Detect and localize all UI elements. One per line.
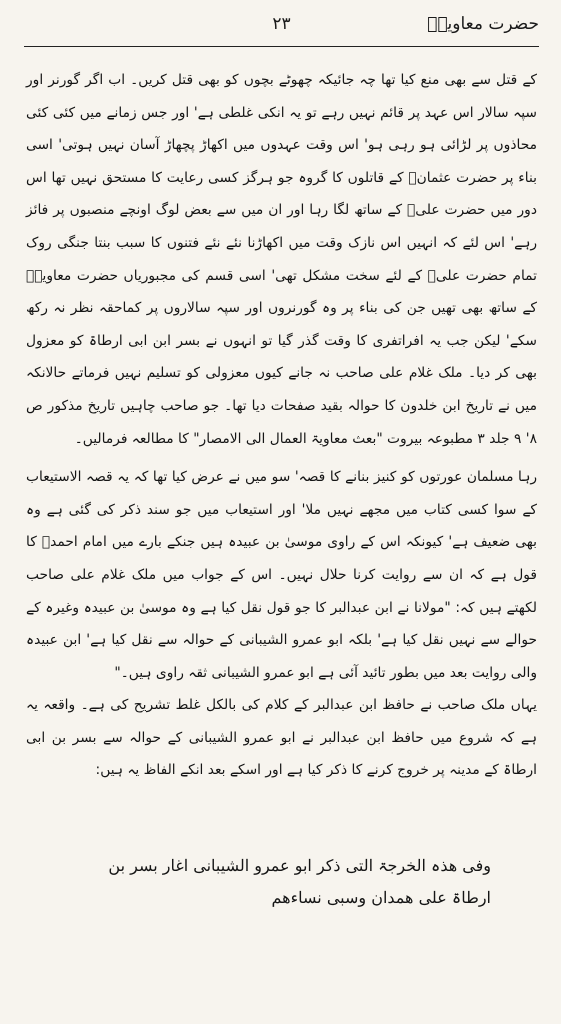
paragraph-2: رہا مسلمان عورتوں کو کنیز بنانے کا قصہ' سو میں نے عرض کیا تھا کہ یہ قصہ الاستیعاب کے سوا کسی کتاب میں مجھے نہیں ملا' اور استیعاب میں جو سند ذکر کی گئی ہے وہ بھی ضعیف ہے' کیونکہ اس کے راوی موسیٰ بن عبیدہ ہیں جنکے بارے میں امام احمدؒ کا قول ہے کہ ان سے روایت کرنا حلال نہیں۔ اس کے جواب میں ملک غلام علی صاحب لکھتے ہیں کہ: "مولانا نے ابن عبدالبر کا جو قول نقل کیا ہے وہ موسیٰ بن عبیدہ وغیرہ کے حوالے سے نہیں نقل کیا ہے' بلکہ ابو عمرو الشیبانی کے حوالہ سے نقل کیا ہے' ابن عبیدہ والی روایت بعد میں بطور تائید آئی ہے ابو عمرو الشیبانی ثقہ راوی ہیں۔": [26, 469, 537, 681]
body-text: [26, 64, 537, 787]
arabic-quote: [80, 850, 491, 914]
page-number: ۲۳: [272, 14, 291, 34]
header-rule: [24, 46, 539, 47]
paragraph-1: کے قتل سے بھی منع کیا تھا چہ جائیکہ چھوٹے بچوں کو بھی قتل کریں۔ اب اگر گورنر اور سپہ سالار اس عہد پر قائم نہیں رہے تو یہ انکی غلطی ہے' اور جس زمانے میں کئی کئی محاذوں پر لڑائی ہو رہی ہو' اس وقت عہدوں میں اکھاڑ پچھاڑ آسان نہیں ہوتی' اسی بناء پر حضرت عثمانؓ کے قاتلوں کا گروہ جو ہرگز کسی رعایت کا مستحق نہیں تھا اس دور میں حضرت علیؓ کے ساتھ لگا رہا اور ان میں سے بعض لوگ اونچے منصبوں پر فائز رہے' اس لئے کہ انہیں اس نازک وقت میں اکھاڑنا نئے نئے فتنوں کا سبب بنتا جنگی روک تمام حضرت علیؓ کے لئے سخت مشکل تھی' اسی قسم کی مجبوریاں حضرت معاویہؓ کے ساتھ بھی تھیں جن کی بناء پر وہ گورنروں اور سپہ سالاروں پر کماحقہ نظر نہ رکھ سکے' لیکن جب یہ افراتفری کا وقت گذر گیا تو انہوں نے بسر ابن ابی ارطاۃ کو معزول بھی کر دیا۔ ملک غلام علی صاحب نہ جانے کیوں معزولی کو تسلیم نہیں فرماتے حالانکہ میں نے تاریخ ابن خلدون کا حوالہ بقید صفحات دیا تھا۔ جو صاحب چاہیں تاریخ مذکور ص ۸' ۹ جلد ۳ مطبوعہ بیروت "بعث معاویۃ العمال الی الامصار" کا مطالعہ فرمالیں۔: [26, 72, 537, 447]
quote-line-2: ارطاۃ علی ھمدان وسبی نساءھم: [271, 888, 491, 907]
paragraph-3: یہاں ملک صاحب نے حافظ ابن عبدالبر کے کلام کی بالکل غلط تشریح کی ہے۔ واقعہ یہ ہے کہ شروع میں حافظ ابن عبدالبر نے ابو عمرو الشیبانی کے حوالہ سے بسر بن ابی ارطاۃ کے مدینہ پر خروج کرنے کا ذکر کیا ہے اور اسکے بعد انکے الفاظ یہ ہیں:: [26, 697, 537, 779]
running-head: حضرت معاویہؓ: [427, 14, 539, 34]
page-header: [24, 10, 539, 42]
quote-line-1: وفی ھذہ الخرجۃ التی ذکر ابو عمرو الشیبانی اغار بسر بن: [108, 856, 491, 875]
